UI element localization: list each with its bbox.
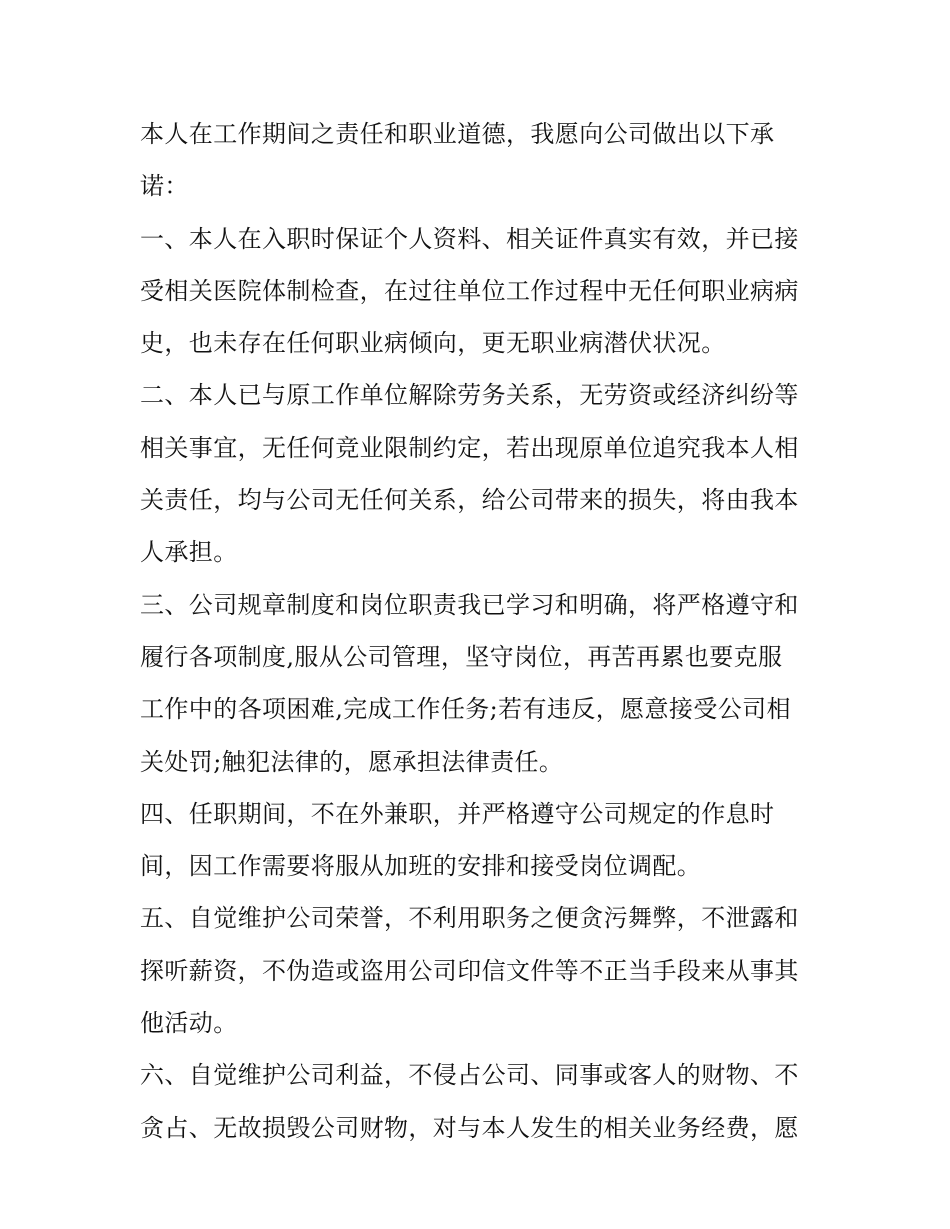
text-line: 史，也未存在任何职业病倾向，更无职业病潜伏状况。 — [140, 329, 726, 358]
text-line: 相关事宜，无任何竞业限制约定，若出现原单位追究我本人相 — [140, 433, 799, 462]
text-line: 诺： — [140, 172, 189, 201]
text-line: 探听薪资，不伪造或盗用公司印信文件等不正当手段来从事其 — [140, 956, 799, 985]
text-line: 五、自觉维护公司荣誉，不利用职务之便贪污舞弊，不泄露和 — [140, 904, 799, 933]
text-line: 一、本人在入职时保证个人资料、相关证件真实有效，并已接 — [140, 224, 799, 253]
text-line: 工作中的各项困难,完成工作任务;若有违反，愿意接受公司相 — [140, 695, 791, 724]
text-line: 二、本人已与原工作单位解除劳务关系，无劳资或经济纠纷等 — [140, 381, 799, 410]
text-line: 间，因工作需要将服从加班的安排和接受岗位调配。 — [140, 852, 702, 881]
text-line: 人承担。 — [140, 538, 238, 567]
text-line: 关责任，均与公司无任何关系，给公司带来的损失，将由我本 — [140, 486, 799, 515]
text-line: 受相关医院体制检查，在过往单位工作过程中无任何职业病病 — [140, 276, 799, 305]
text-line: 六、自觉维护公司利益，不侵占公司、同事或客人的财物、不 — [140, 1061, 799, 1090]
text-line: 贪占、无故损毁公司财物，对与本人发生的相关业务经费，愿 — [140, 1113, 799, 1142]
text-line: 他活动。 — [140, 1009, 238, 1038]
text-line: 本人在工作期间之责任和职业道德，我愿向公司做出以下承 — [140, 120, 775, 148]
text-line: 关处罚;触犯法律的，愿承担法律责任。 — [140, 747, 564, 776]
text-line: 三、公司规章制度和岗位职责我已学习和明确，将严格遵守和 — [140, 590, 799, 619]
text-line: 履行各项制度,服从公司管理，坚守岗位，再苦再累也要克服 — [140, 642, 783, 671]
text-line: 四、任职期间，不在外兼职，并严格遵守公司规定的作息时 — [140, 799, 775, 828]
document-body — [140, 108, 820, 1154]
